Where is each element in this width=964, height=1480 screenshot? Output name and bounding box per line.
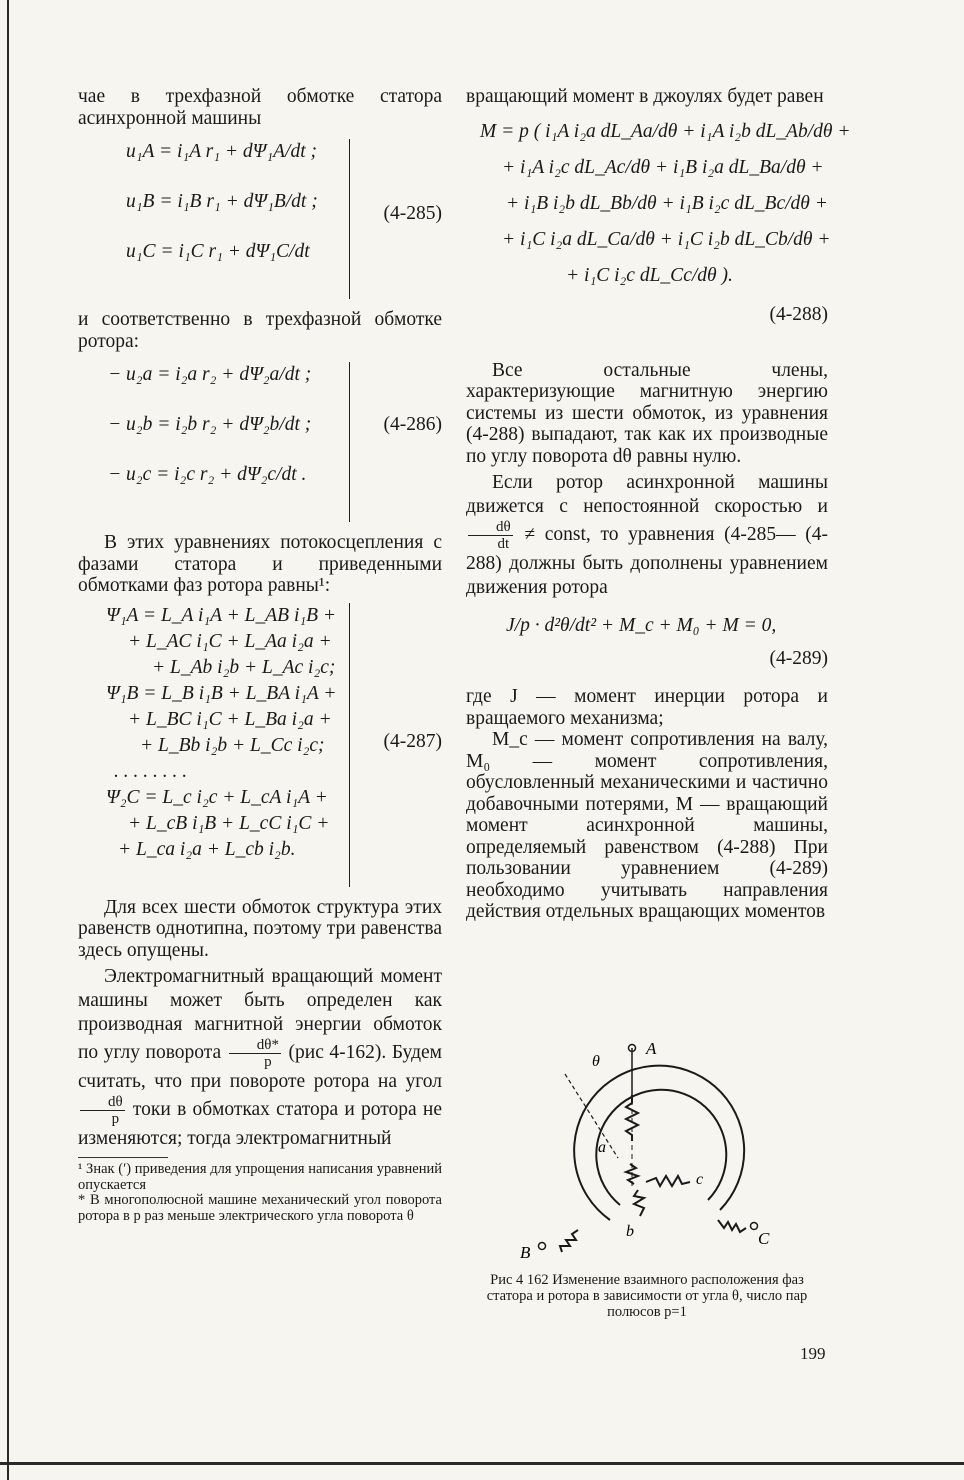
- left-column: [78, 86, 442, 1224]
- eq285-line-2: u₁B = i₁B r₁ + dΨ₁B/dt ;: [126, 191, 318, 212]
- label-A: A: [646, 1040, 657, 1058]
- right-para-2: Все остальные члены, характеризующие магнитную энергию системы из шести обмоток, из уравнения (4-288) выпадают, так как их производные по углу поворота dθ равны нулю.: [466, 359, 828, 467]
- figure-caption: Рис 4 162 Изменение взаимного расположения фаз статора и ротора в зависимости от угла θ, число пар полюсов p=1: [486, 1272, 808, 1320]
- eq287-line-6: + L_Bb i₂b + L_Cc i₂c;: [140, 734, 325, 756]
- label-c: c: [696, 1171, 704, 1188]
- where-item-1: где J — момент инерции ротора и вращаемого механизма;: [466, 686, 828, 729]
- eq286-line-3: − u₂c = i₂c r₂ + dΨ₂c/dt .: [108, 464, 307, 485]
- eq288-line-5: + i₁C i₂c dL_Cc/dθ ).: [566, 264, 733, 286]
- eq288-line-4: + i₁C i₂a dL_Ca/dθ + i₁C i₂b dL_Cb/dθ +: [502, 228, 831, 250]
- eq287-line-9: + L_cB i₁B + L_cC i₁C +: [128, 812, 330, 834]
- left-para-4: Для всех шести обмоток структура этих равенств однотипна, поэтому три равенства здесь опущены.: [78, 896, 442, 961]
- eq286-brace: [339, 362, 350, 522]
- equation-4-285: [78, 139, 442, 299]
- right-para-3-part-2: ≠ const, то уравнения (4-285— (4-288) должны быть дополнены уравнением движения ротора: [466, 523, 828, 598]
- left-para-1: чае в трехфазной обмотке статора асинхронной машины: [78, 86, 442, 129]
- equation-4-286: [78, 362, 442, 522]
- equation-4-289: [466, 608, 828, 672]
- label-B: B: [520, 1243, 531, 1262]
- eq288-line-1: M = p ( i₁A i₂a dL_Aa/dθ + i₁A i₂b dL_Ab/dθ +: [480, 120, 851, 142]
- rotor-winding-b: [634, 1190, 644, 1216]
- eq289-expression: J/p · d²θ/dt² + M_c + M₀ + M = 0,: [506, 615, 777, 636]
- eq285-line-3: u₁C = i₁C r₁ + dΨ₁C/dt: [126, 241, 310, 262]
- eq285-brace: [339, 139, 350, 299]
- label-a: a: [598, 1139, 606, 1156]
- eq287-line-1: Ψ₁A = L_A i₁A + L_AB i₁B +: [106, 604, 337, 626]
- right-para-1: вращающий момент в джоулях будет равен: [466, 86, 824, 107]
- terminal-C: [751, 1223, 758, 1230]
- label-b: b: [626, 1223, 634, 1240]
- equation-4-287: [78, 603, 442, 887]
- fraction-dtheta-dt: $\frac{d\theta}{dt}$: [468, 519, 513, 552]
- equation-4-288: [466, 114, 851, 350]
- eq287-line-3: + L_Ab i₂b + L_Ac i₂c;: [152, 656, 336, 678]
- right-column: [466, 86, 851, 923]
- footnote-2: * В многополюсной машине механический угол поворота ротора в p раз меньше электрического угла поворота θ: [78, 1192, 442, 1224]
- figure-4-162-diagram: [520, 1040, 780, 1270]
- eq287-line-4: Ψ₁B = L_B i₁B + L_BA i₁A +: [106, 682, 337, 704]
- stator-winding-c: [718, 1220, 746, 1232]
- where-item-2: M_c — момент сопротивления на валу, M₀ — момент сопротивления, обусловленный механическими и частично добавочными потерями, M — вращающий момент асинхронной машины, определяемый равенством (4-288) При пользовании уравнением (4-289) необходимо учитывать направления действия отдельных вращающих моментов: [466, 729, 828, 922]
- eq287-line-7: . . . . . . . .: [114, 760, 188, 782]
- eq287-line-2: + L_AC i₁C + L_Aa i₂a +: [128, 630, 332, 652]
- eq288-number: (4-288): [769, 303, 828, 325]
- left-para-5-part-3: токи в обмотках статора и ротора не изменяются; тогда электромагнитный: [78, 1098, 442, 1149]
- page-number: 199: [800, 1344, 826, 1363]
- left-para-5-part-2: (рис 4-162). Будем считать, что при повороте ротора на угол: [78, 1041, 442, 1092]
- eq287-number: (4-287): [383, 730, 442, 752]
- left-para-5-part-1: Электромагнитный вращающий момент машины может быть определен как производная магнитной энергии обмоток по углу поворота: [78, 966, 442, 1063]
- eq286-number: (4-286): [383, 414, 442, 435]
- eq286-line-2: − u₂b = i₂b r₂ + dΨ₂b/dt ;: [108, 414, 312, 435]
- eq289-number: (4-289): [769, 648, 828, 669]
- eq288-line-3: + i₁B i₂b dL_Bb/dθ + i₁B i₂c dL_Bc/dθ +: [506, 192, 828, 214]
- eq285-number: (4-285): [383, 203, 442, 224]
- eq287-line-10: + L_ca i₂a + L_cb i₂b.: [118, 838, 296, 860]
- terminal-B: [539, 1243, 546, 1250]
- stator-inner-arc: [596, 1090, 726, 1205]
- eq287-line-5: + L_BC i₁C + L_Ba i₂a +: [128, 708, 332, 730]
- eq286-line-1: − u₂a = i₂a r₂ + dΨ₂a/dt ;: [108, 364, 312, 385]
- footnote-divider: [78, 1157, 168, 1158]
- left-para-5: [78, 965, 442, 1151]
- page-bottom-edge: [0, 1462, 964, 1465]
- eq285-line-1: u₁A = i₁A r₁ + dΨ₁A/dt ;: [126, 141, 318, 162]
- stator-winding-b: [560, 1230, 578, 1252]
- fraction-dtheta-star-p: $\frac{d\theta*}{p}$: [229, 1037, 281, 1070]
- right-para-3-part-1: Если ротор асинхронной машины движется с непостоянной скоростью и: [466, 472, 828, 517]
- fraction-dtheta-p: $\frac{d\theta}{p}$: [80, 1094, 125, 1127]
- rotor-winding-c: [646, 1176, 690, 1186]
- eq287-line-8: Ψ₂C = L_c i₂c + L_cA i₁A +: [106, 786, 328, 808]
- where-list: [466, 686, 828, 923]
- left-para-2: и соответственно в трехфазной обмотке ротора:: [78, 309, 442, 352]
- footnote-1: ¹ Знак (′) приведения для упрощения написания уравнений опускается: [78, 1161, 442, 1193]
- label-C: C: [758, 1229, 770, 1248]
- left-para-3: В этих уравнениях потокосцепления с фазами статора и приведенными обмотками фаз ротора равны¹:: [78, 532, 442, 596]
- right-para-3: [466, 471, 828, 600]
- eq287-brace: [339, 603, 350, 887]
- binding-edge-line: [7, 0, 9, 1480]
- eq288-line-2: + i₁A i₂c dL_Ac/dθ + i₁B i₂a dL_Ba/dθ +: [502, 156, 824, 178]
- label-theta: θ: [592, 1053, 600, 1070]
